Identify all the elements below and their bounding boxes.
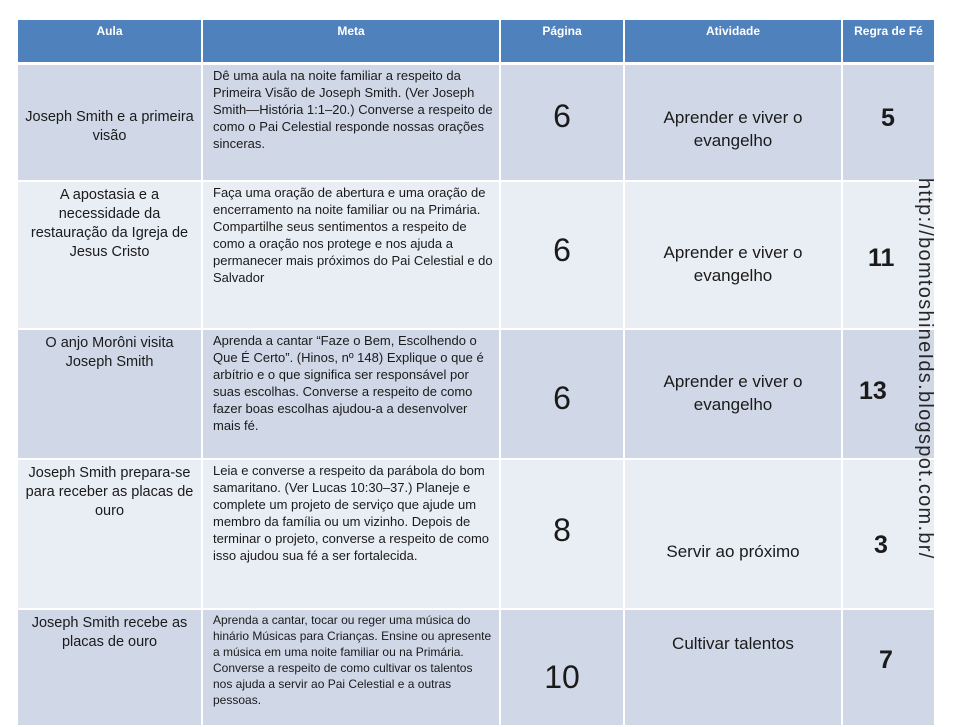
aula-cell: Joseph Smith prepara-se para receber as placas de ouro: [18, 459, 202, 609]
pagina-value: 10: [544, 658, 580, 695]
pagina-value: 6: [553, 379, 571, 416]
atividade-value: Cultivar talentos: [672, 633, 794, 653]
atividade-cell: [624, 64, 842, 181]
pagina-value: 6: [553, 98, 571, 134]
table-row: [18, 329, 934, 459]
header-atividade: Atividade: [624, 20, 842, 64]
aula-cell: O anjo Morôni visita Joseph Smith: [18, 329, 202, 459]
pagina-cell: [500, 181, 624, 329]
atividade-value: Aprender e viver o evangelho: [663, 108, 803, 150]
header-meta: Meta: [202, 20, 500, 64]
meta-cell: Aprenda a cantar, tocar ou reger uma música do hinário Músicas para Crianças. Ensine ou apresente a música em uma noite familiar ou na Primária. Converse a respeito de como cultivar os talentos nos ajuda a servir ao Pai Celestial e a outras pessoas.: [202, 609, 500, 726]
header-pagina: Página: [500, 20, 624, 64]
header-row: [18, 20, 934, 64]
pagina-value: 8: [553, 511, 571, 548]
meta-cell: Faça uma oração de abertura e uma oração de encerramento na noite familiar ou na Primária. Compartilhe seus sentimentos a respeito de como a oração nos protege e nos ajuda a permanecer mais próximos do Pai Celestial e do Salvador: [202, 181, 500, 329]
table-row: [18, 609, 934, 726]
pagina-cell: [500, 459, 624, 609]
lessons-table: [18, 20, 934, 727]
atividade-cell: [624, 329, 842, 459]
meta-cell: Leia e converse a respeito da parábola do bom samaritano. (Ver Lucas 10:30–37.) Planeje e complete um projeto de serviço que ajude um membro da família ou um vizinho. Depois de terminar o projeto, converse a respeito de como isso ajudou sua fé a ser fortalecida.: [202, 459, 500, 609]
atividade-cell: [624, 181, 842, 329]
atividade-cell: [624, 609, 842, 726]
regra-cell: [842, 609, 934, 726]
pagina-cell: [500, 329, 624, 459]
pagina-value: 6: [553, 231, 571, 268]
atividade-value: Aprender e viver o evangelho: [663, 371, 803, 414]
table-row: [18, 64, 934, 181]
regra-value: 3: [874, 530, 888, 559]
table-row: [18, 459, 934, 609]
blog-url-watermark: http://bomtoshineIds.blogspot.com.br/: [914, 178, 936, 560]
header-regra: Regra de Fé: [842, 20, 934, 64]
atividade-value: Servir ao próximo: [666, 541, 800, 561]
header-aula: Aula: [18, 20, 202, 64]
aula-cell: Joseph Smith e a primeira visão: [18, 64, 202, 181]
regra-value: 7: [879, 645, 893, 674]
regra-cell: [842, 64, 934, 181]
meta-cell: Dê uma aula na noite familiar a respeito da Primeira Visão de Joseph Smith. (Ver Joseph Smith—História 1:1–20.) Converse a respeito de como o Pai Celestial responde nossas orações sinceras.: [202, 64, 500, 181]
pagina-cell: [500, 609, 624, 726]
atividade-value: Aprender e viver o evangelho: [663, 242, 803, 285]
aula-cell: A apostasia e a necessidade da restauração da Igreja de Jesus Cristo: [18, 181, 202, 329]
regra-value: 13: [859, 376, 887, 405]
regra-value: 11: [868, 243, 895, 272]
meta-cell: Aprenda a cantar “Faze o Bem, Escolhendo o Que É Certo”. (Hinos, nº 148) Explique o que é arbítrio e o que significa ser responsável por suas escolhas. Converse a respeito de como fazer boas escolhas ajudou-a a desenvolver mais fé.: [202, 329, 500, 459]
regra-value: 5: [881, 104, 895, 132]
atividade-cell: [624, 459, 842, 609]
pagina-cell: [500, 64, 624, 181]
table-row: [18, 181, 934, 329]
aula-cell: Joseph Smith recebe as placas de ouro: [18, 609, 202, 726]
